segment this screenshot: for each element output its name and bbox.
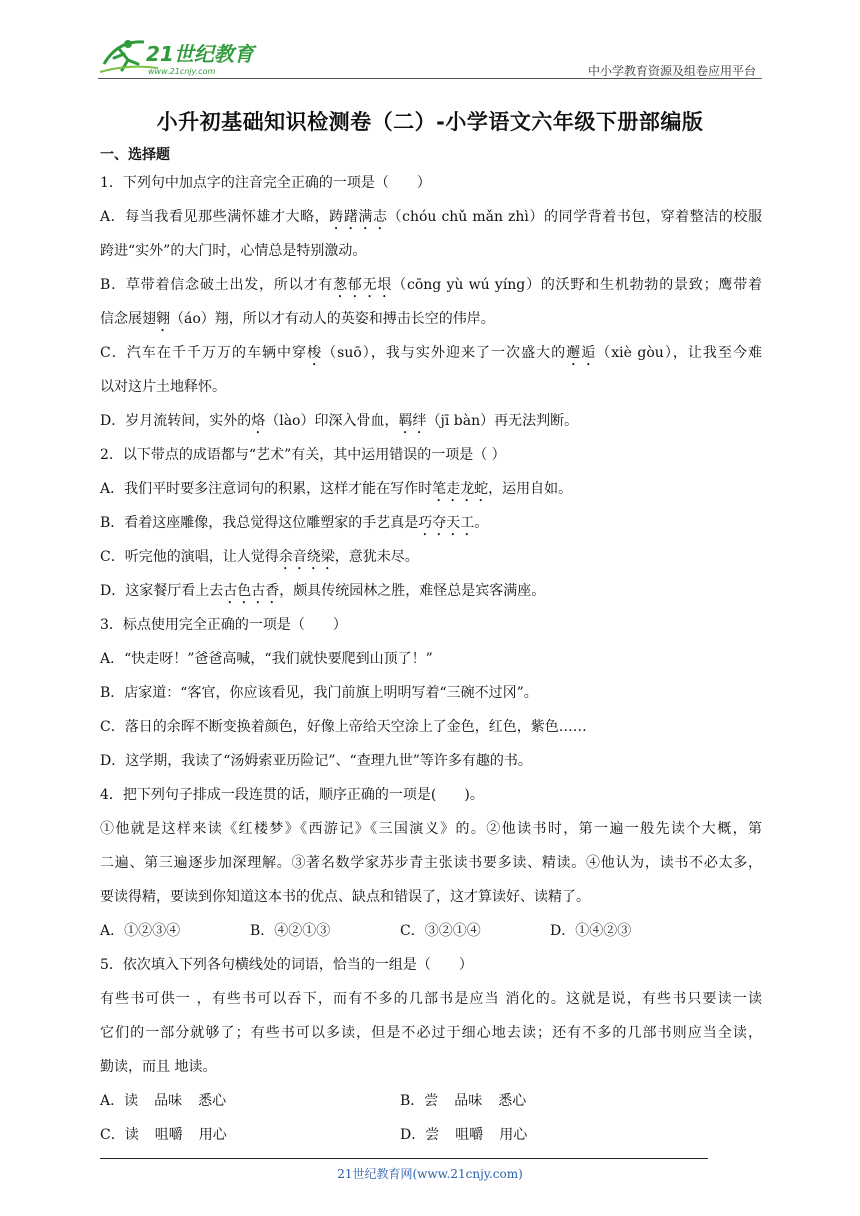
q5-option-d: D．尝 咀嚼 用心 <box>400 1127 528 1143</box>
q5-passage-line-3: 勤读，而且 地读。 <box>100 1059 217 1075</box>
q4-stem: 4．把下列句子排成一段连贯的话，顺序正确的一项是( )。 <box>100 787 484 803</box>
question-content <box>100 144 762 1152</box>
q1-option-a: A．每当我看见那些满怀雄才大略，踌躇满志（chóu chǔ mǎn zhì）的同学背着书包，穿着整洁的校服 <box>100 209 762 225</box>
q1-option-b-cont: 信念展翅翱（áo）翔，所以才有动人的英姿和搏击长空的伟岸。 <box>100 311 495 327</box>
logo-icon <box>98 34 268 78</box>
q4-passage-line-3: 要读得精，要读到你知道这本书的优点、缺点和错误了，这才算读好、读精了。 <box>100 889 590 905</box>
q4-option-c: C．③②①④ <box>400 923 481 939</box>
q4-option-a: A．①②③④ <box>100 923 181 939</box>
q1-option-a-cont: 跨进“实外”的大门时，心情总是特别激动。 <box>100 243 367 259</box>
platform-name: 中小学教育资源及组卷应用平台 <box>587 64 756 78</box>
q2-stem: 2．以下带点的成语都与“艺术”有关，其中运用错误的一项是（ ） <box>100 447 506 463</box>
q5-passage-line-2: 它们的一部分就够了；有些书可以多读，但是不必过于细心地去读；还有不多的几部书则应当全读， <box>100 1025 762 1041</box>
q4-option-d: D．①④②③ <box>550 923 632 939</box>
q5-options-row-1 <box>100 1084 762 1118</box>
page-header <box>98 34 762 80</box>
section-heading: 一、选择题 <box>100 147 170 163</box>
q1-stem: 1．下列句中加点字的注音完全正确的一项是（ ） <box>100 175 431 191</box>
q1-option-d: D．岁月流转间，实外的烙（lào）印深入骨血，羁绊（jī bàn）再无法判断。 <box>100 413 579 429</box>
q5-stem: 5．依次填入下列各句横线处的词语，恰当的一组是（ ） <box>100 957 473 973</box>
q4-option-b: B．④②①③ <box>250 923 331 939</box>
q5-option-a: A．读 品味 悉心 <box>100 1093 227 1109</box>
svg-text:www.21cnjy.com: www.21cnjy.com <box>148 67 216 76</box>
page-title: 小升初基础知识检测卷（二）-小学语文六年级下册部编版 <box>156 110 704 134</box>
header-divider <box>98 78 762 79</box>
q3-stem: 3．标点使用完全正确的一项是（ ） <box>100 617 347 633</box>
q3-option-b: B．店家道：“客官，你应该看见，我门前旗上明明写着“三碗不过冈”。 <box>100 685 538 701</box>
q3-option-d: D．这学期，我读了“汤姆索亚历险记”、“查理九世”等许多有趣的书。 <box>100 753 532 769</box>
q5-options-row-2 <box>100 1118 762 1152</box>
svg-text:21世纪教育: 21世纪教育 <box>146 42 254 66</box>
q5-option-b: B．尝 品味 悉心 <box>400 1093 527 1109</box>
q1-option-c-cont: 以对这片土地释怀。 <box>100 379 226 395</box>
q2-option-b: B．看着这座雕像，我总觉得这位雕塑家的手艺真是巧夺天工。 <box>100 515 489 531</box>
page-footer: 21世纪教育网(www.21cnjy.com) <box>337 1167 523 1181</box>
footer-divider <box>100 1158 708 1159</box>
q1-option-b: B．草带着信念破土出发，所以才有葱郁无垠（cōng yù wú yíng）的沃野和生机勃勃的景致；鹰带着 <box>100 277 762 293</box>
q2-option-a: A．我们平时要多注意词句的积累，这样才能在写作时笔走龙蛇，运用自如。 <box>100 481 573 497</box>
q2-option-c: C．听完他的演唱，让人觉得余音绕梁，意犹未尽。 <box>100 549 419 565</box>
q2-option-d: D．这家餐厅看上去古色古香，颇具传统园林之胜，难怪总是宾客满座。 <box>100 583 546 599</box>
q4-passage-line-2: 二遍、第三遍逐步加深理解。③著名数学家苏步青主张读书要多读、精读。④他认为，读书不必太多， <box>100 855 762 871</box>
q5-passage-line-1: 有些书可供一 ，有些书可以吞下，而有不多的几部书是应当 消化的。这就是说，有些书只要读一读 <box>100 991 762 1007</box>
q4-options <box>100 914 762 948</box>
q1-option-c: C．汽车在千千万万的车辆中穿梭（suō），我与实外迎来了一次盛大的邂逅（xiè gòu），让我至今难 <box>100 345 763 361</box>
q4-passage-line-1: ①他就是这样来读《红楼梦》《西游记》《三国演义》的。②他读书时，第一遍一般先读个大概，第 <box>100 821 762 837</box>
q5-option-c: C．读 咀嚼 用心 <box>100 1127 227 1143</box>
q3-option-a: A．“快走呀！”爸爸高喊，“我们就快要爬到山顶了！” <box>100 651 433 667</box>
q3-option-c: C．落日的余晖不断变换着颜色，好像上帝给天空涂上了金色，红色，紫色…… <box>100 719 587 735</box>
